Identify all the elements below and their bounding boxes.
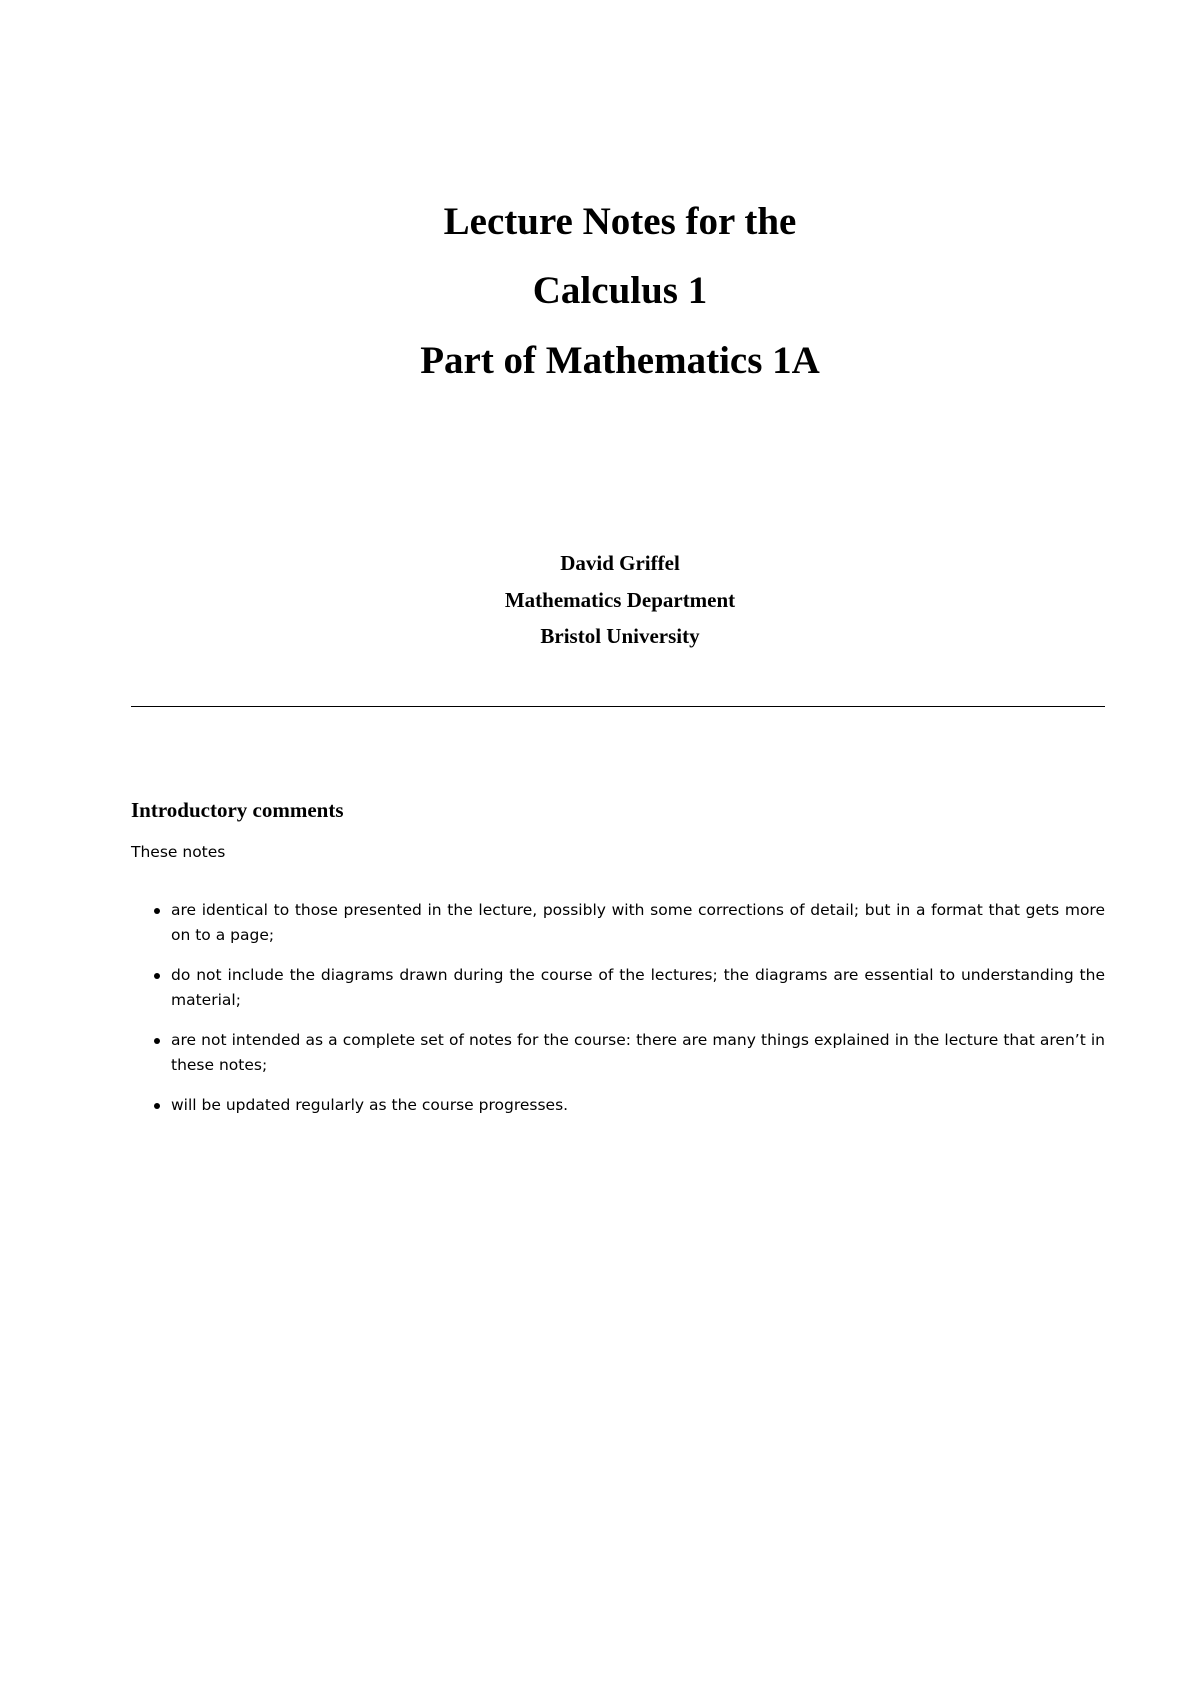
list-item — [131, 1093, 1105, 1118]
list-item — [131, 963, 1105, 1013]
bullet-dot-icon — [154, 1103, 160, 1109]
title-line-2: Calculus 1 — [532, 269, 708, 312]
section-heading: Introductory comments — [131, 798, 344, 822]
author-department: Mathematics Department — [504, 588, 736, 612]
author-university: Bristol University — [540, 624, 700, 648]
title-line-1: Lecture Notes for the — [443, 200, 797, 243]
list-item-text: are identical to those presented in the lecture, possibly with some corrections of detail; but in a format that gets more on to a page; — [171, 901, 1105, 944]
bullet-dot-icon — [154, 1038, 160, 1044]
bullet-dot-icon — [154, 973, 160, 979]
list-item-text: do not include the diagrams drawn during the course of the lectures; the diagrams are essential to understanding the material; — [171, 966, 1105, 1009]
title-line-3: Part of Mathematics 1A — [420, 339, 820, 382]
author-name: David Griffel — [560, 551, 680, 575]
bullet-dot-icon — [154, 908, 160, 914]
intro-lead-text: These notes — [131, 843, 226, 861]
horizontal-divider — [131, 706, 1105, 707]
list-item — [131, 1028, 1105, 1078]
list-item — [131, 898, 1105, 948]
list-item-text: will be updated regularly as the course progresses. — [171, 1096, 569, 1114]
bullet-list — [131, 898, 1105, 1133]
list-item-text: are not intended as a complete set of notes for the course: there are many things explained in the lecture that aren’t in these notes; — [171, 1031, 1105, 1074]
